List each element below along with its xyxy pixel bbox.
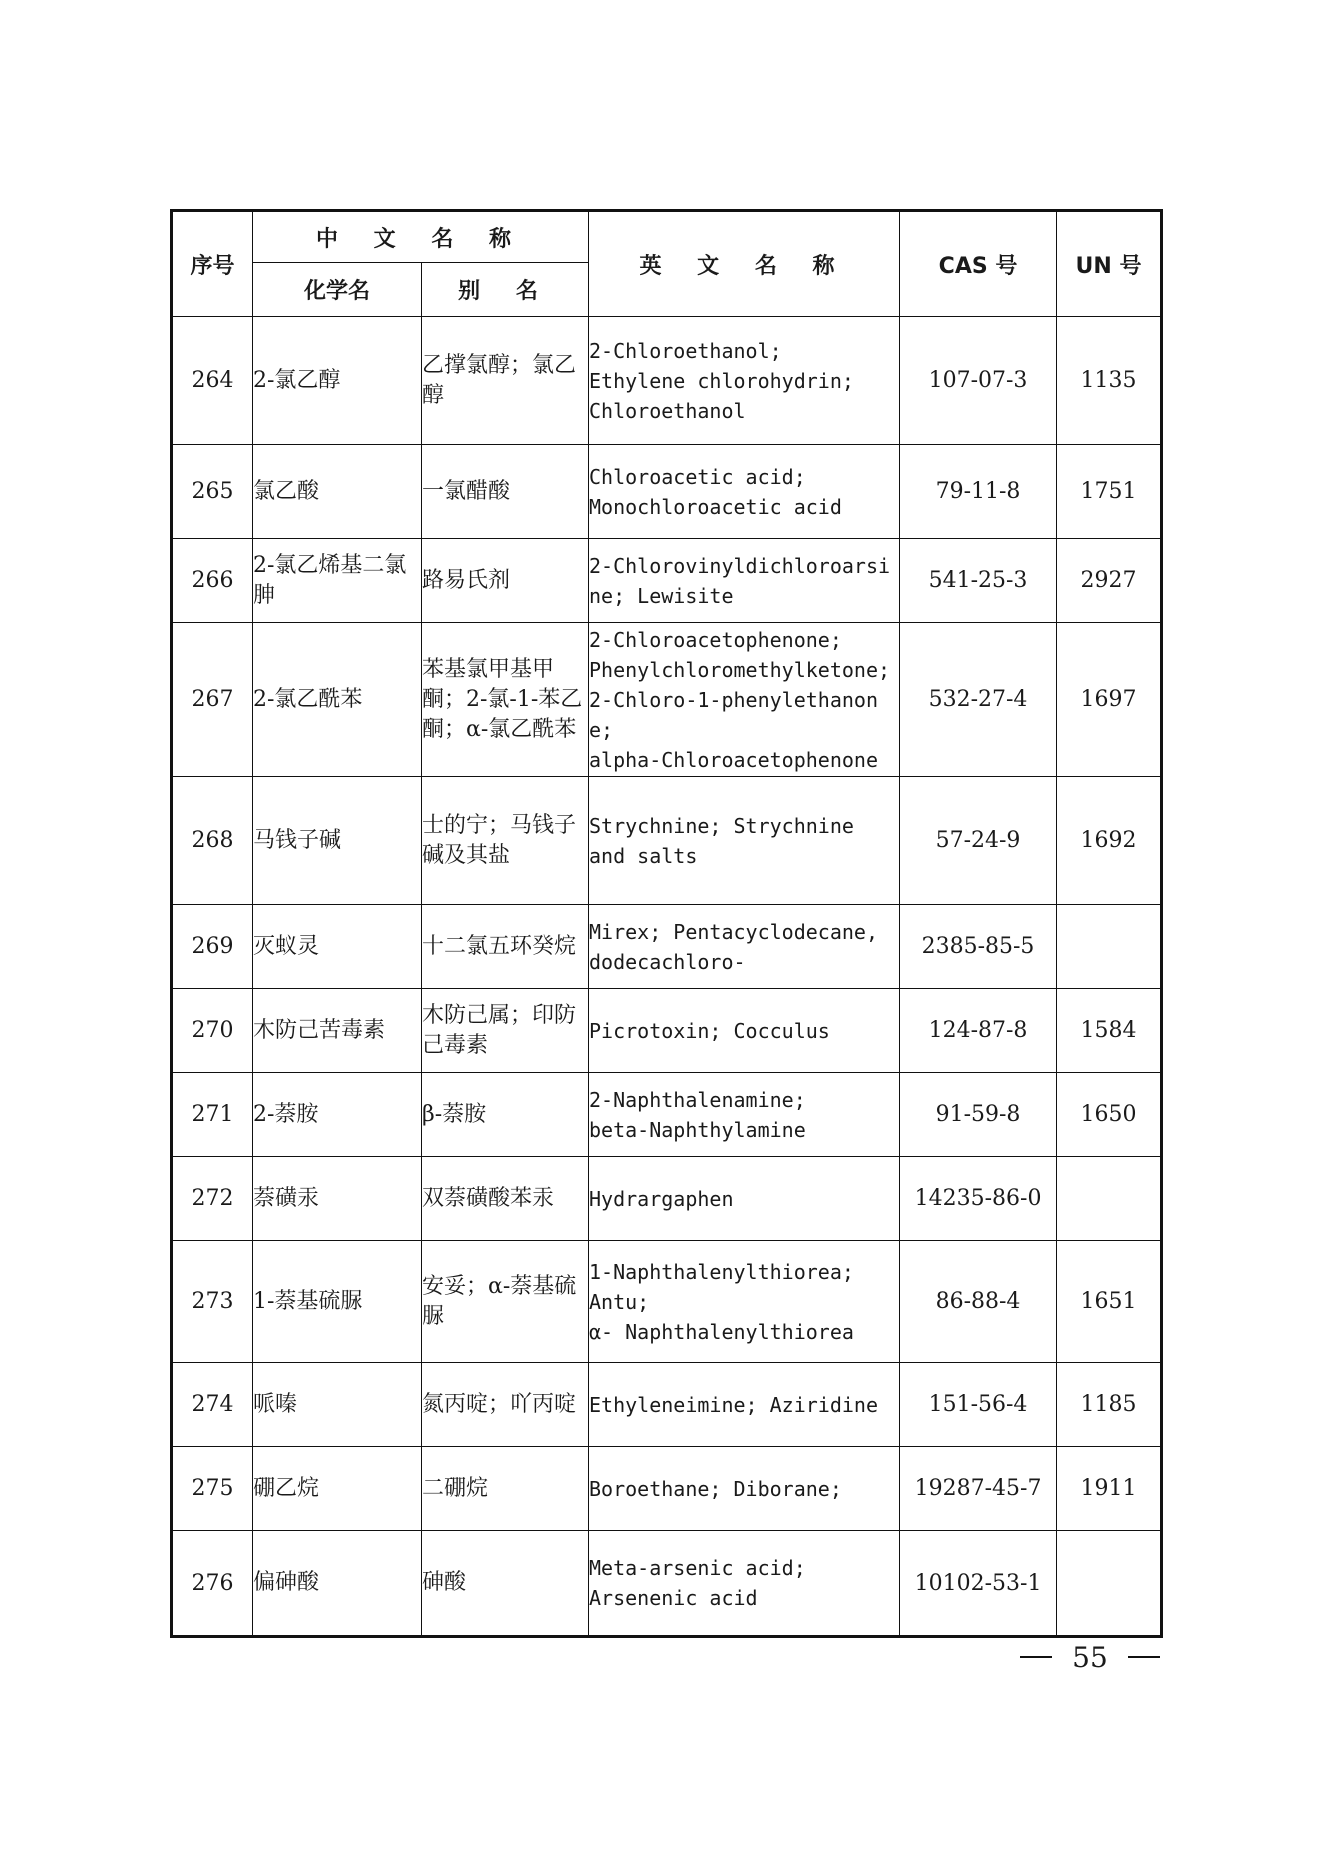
table-row <box>172 777 1162 905</box>
row-seq: 272 <box>172 1157 253 1241</box>
row-alias: 木防己属；印防己毒素 <box>422 989 589 1073</box>
table-row <box>172 623 1162 777</box>
page-number: 55 <box>1072 1640 1108 1674</box>
row-cas: 14235-86-0 <box>900 1157 1057 1241</box>
row-un: 1650 <box>1057 1073 1162 1157</box>
row-chemical-name: 2-萘胺 <box>253 1073 422 1157</box>
row-un: 1651 <box>1057 1241 1162 1363</box>
table-row <box>172 1447 1162 1531</box>
row-english-name: Hydrargaphen <box>589 1157 900 1241</box>
table-row <box>172 1157 1162 1241</box>
row-chemical-name: 萘磺汞 <box>253 1157 422 1241</box>
row-un <box>1057 905 1162 989</box>
row-alias: 苯基氯甲基甲酮；2-氯-1-苯乙酮；α-氯乙酰苯 <box>422 623 589 777</box>
left-dash <box>1020 1656 1052 1658</box>
row-chemical-name: 硼乙烷 <box>253 1447 422 1531</box>
header-alias: 别 名 <box>422 263 589 317</box>
table-body <box>172 317 1162 1637</box>
header-cas: CAS 号 <box>900 211 1057 317</box>
row-alias: 十二氯五环癸烷 <box>422 905 589 989</box>
row-cas: 79-11-8 <box>900 445 1057 539</box>
header-chemical-name: 化学名 <box>253 263 422 317</box>
table-row <box>172 445 1162 539</box>
row-seq: 271 <box>172 1073 253 1157</box>
row-seq: 267 <box>172 623 253 777</box>
row-alias: 乙撑氯醇；氯乙醇 <box>422 317 589 445</box>
row-chemical-name: 氯乙酸 <box>253 445 422 539</box>
row-un: 1185 <box>1057 1363 1162 1447</box>
row-seq: 268 <box>172 777 253 905</box>
row-english-name: 1-Naphthalenylthiorea; Antu; α- Naphthalenylthiorea <box>589 1241 900 1363</box>
row-seq: 266 <box>172 539 253 623</box>
row-alias: 安妥；α-萘基硫脲 <box>422 1241 589 1363</box>
row-alias: 一氯醋酸 <box>422 445 589 539</box>
row-cas: 2385-85-5 <box>900 905 1057 989</box>
row-chemical-name: 2-氯乙烯基二氯胂 <box>253 539 422 623</box>
row-seq: 275 <box>172 1447 253 1531</box>
row-english-name: Chloroacetic acid; Monochloroacetic acid <box>589 445 900 539</box>
chemical-table <box>170 209 1163 1638</box>
row-english-name: 2-Chloroacetophenone; Phenylchloromethylketone; 2-Chloro-1-phenylethanone; alpha-Chloroacetophenone <box>589 623 900 777</box>
table-row <box>172 1363 1162 1447</box>
row-seq: 269 <box>172 905 253 989</box>
row-alias: 二硼烷 <box>422 1447 589 1531</box>
row-cas: 532-27-4 <box>900 623 1057 777</box>
row-chemical-name: 偏砷酸 <box>253 1531 422 1637</box>
row-cas: 151-56-4 <box>900 1363 1057 1447</box>
row-chemical-name: 木防己苦毒素 <box>253 989 422 1073</box>
row-seq: 276 <box>172 1531 253 1637</box>
row-english-name: Strychnine; Strychnine and salts <box>589 777 900 905</box>
row-english-name: Ethyleneimine; Aziridine <box>589 1363 900 1447</box>
header-un: UN 号 <box>1057 211 1162 317</box>
row-alias: 士的宁；马钱子碱及其盐 <box>422 777 589 905</box>
row-seq: 273 <box>172 1241 253 1363</box>
table-row <box>172 317 1162 445</box>
header-chinese-name: 中 文 名 称 <box>253 211 589 263</box>
header-english-name: 英 文 名 称 <box>589 211 900 317</box>
row-alias: 氮丙啶；吖丙啶 <box>422 1363 589 1447</box>
row-chemical-name: 马钱子碱 <box>253 777 422 905</box>
row-seq: 274 <box>172 1363 253 1447</box>
row-cas: 10102-53-1 <box>900 1531 1057 1637</box>
row-seq: 265 <box>172 445 253 539</box>
row-cas: 57-24-9 <box>900 777 1057 905</box>
row-alias: 砷酸 <box>422 1531 589 1637</box>
row-un <box>1057 1531 1162 1637</box>
row-un: 2927 <box>1057 539 1162 623</box>
table-row <box>172 989 1162 1073</box>
row-chemical-name: 灭蚁灵 <box>253 905 422 989</box>
row-english-name: Boroethane; Diborane; <box>589 1447 900 1531</box>
row-chemical-name: 2-氯乙酰苯 <box>253 623 422 777</box>
row-un <box>1057 1157 1162 1241</box>
row-alias: β-萘胺 <box>422 1073 589 1157</box>
row-seq: 264 <box>172 317 253 445</box>
row-english-name: 2-Chlorovinyldichloroarsine; Lewisite <box>589 539 900 623</box>
row-seq: 270 <box>172 989 253 1073</box>
row-chemical-name: 1-萘基硫脲 <box>253 1241 422 1363</box>
right-dash <box>1128 1656 1160 1658</box>
header-seq: 序号 <box>172 211 253 317</box>
table-row <box>172 1073 1162 1157</box>
row-english-name: 2-Chloroethanol; Ethylene chlorohydrin; Chloroethanol <box>589 317 900 445</box>
row-english-name: 2-Naphthalenamine; beta-Naphthylamine <box>589 1073 900 1157</box>
row-un: 1697 <box>1057 623 1162 777</box>
table-row <box>172 539 1162 623</box>
row-english-name: Picrotoxin; Cocculus <box>589 989 900 1073</box>
row-chemical-name: 哌嗪 <box>253 1363 422 1447</box>
table-row <box>172 905 1162 989</box>
row-alias: 双萘磺酸苯汞 <box>422 1157 589 1241</box>
table-row <box>172 1241 1162 1363</box>
row-un: 1135 <box>1057 317 1162 445</box>
row-cas: 86-88-4 <box>900 1241 1057 1363</box>
table-row <box>172 1531 1162 1637</box>
row-cas: 124-87-8 <box>900 989 1057 1073</box>
row-cas: 107-07-3 <box>900 317 1057 445</box>
row-alias: 路易氏剂 <box>422 539 589 623</box>
row-un: 1911 <box>1057 1447 1162 1531</box>
row-english-name: Meta-arsenic acid; Arsenenic acid <box>589 1531 900 1637</box>
row-cas: 19287-45-7 <box>900 1447 1057 1531</box>
row-un: 1751 <box>1057 445 1162 539</box>
row-un: 1692 <box>1057 777 1162 905</box>
row-chemical-name: 2-氯乙醇 <box>253 317 422 445</box>
page-footer <box>1020 1637 1160 1677</box>
row-cas: 541-25-3 <box>900 539 1057 623</box>
row-english-name: Mirex; Pentacyclodecane, dodecachloro- <box>589 905 900 989</box>
row-un: 1584 <box>1057 989 1162 1073</box>
row-cas: 91-59-8 <box>900 1073 1057 1157</box>
